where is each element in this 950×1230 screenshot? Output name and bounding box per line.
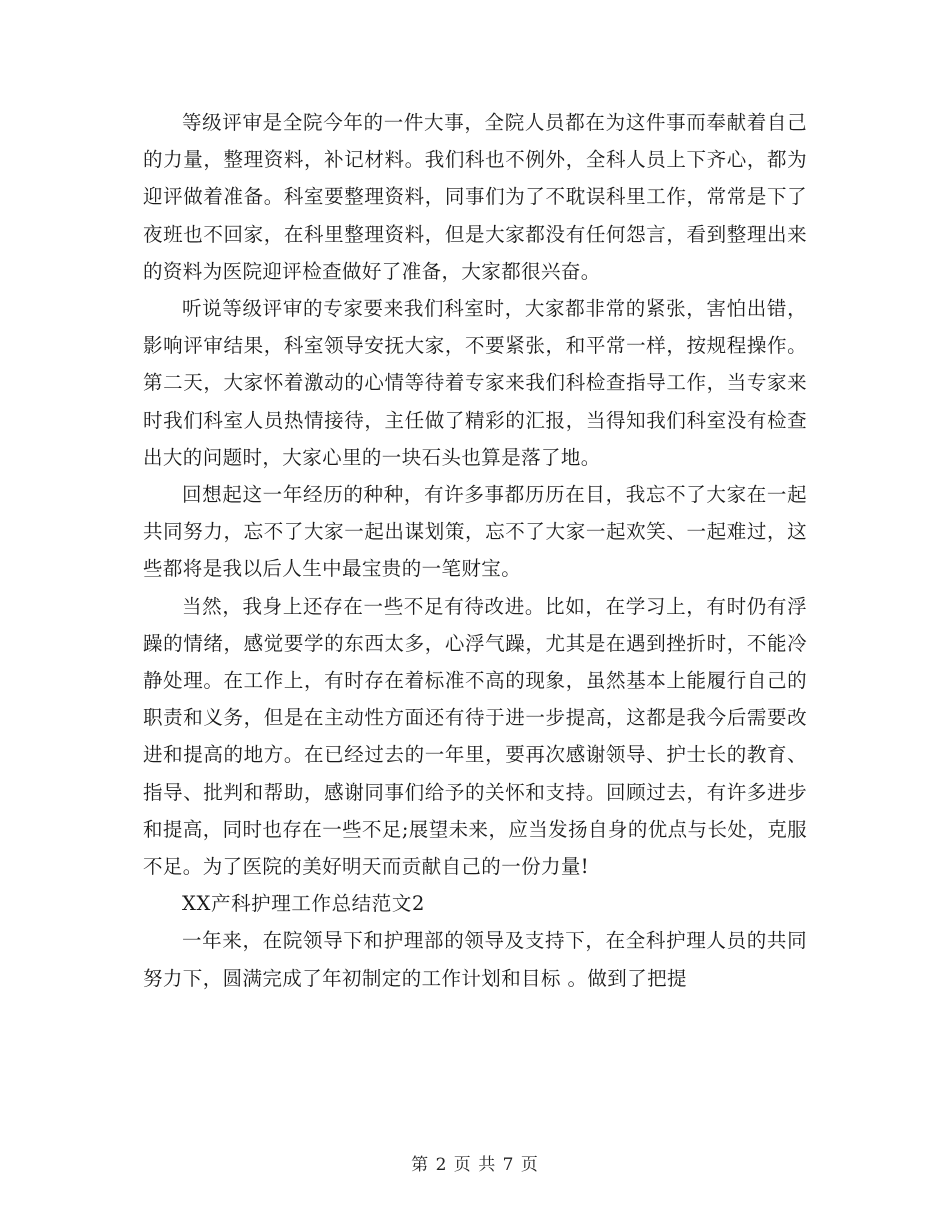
section-heading: XX产科护理工作总结范文2 [182, 892, 425, 916]
paragraph-reflection: 回想起这一年经历的种种，有许多事都历历在目，我忘不了大家在一起共同努力，忘不了大家一起出谋划策，忘不了大家一起欢笑、一起难过，这些都将是我以后人生中最宝贵的一笔财宝。 [143, 483, 807, 581]
page-number-footer: 第 2 页 共 7 页 [411, 1155, 539, 1175]
paragraph-expert-inspection: 听说等级评审的专家要来我们科室时，大家都非常的紧张，害怕出错，影响评审结果，科室领导安抚大家，不要紧张，和平常一样，按规程操作。第二天，大家怀着激动的心情等待着专家来我们科检查指导工作，当专家来时我们科室人员热情接待，主任做了精彩的汇报，当得知我们科室没有检查出大的问题时，大家心里的一块石头也算是落了地。 [143, 297, 807, 469]
paragraph-year-summary: 一年来，在院领导下和护理部的领导及支持下，在全科护理人员的共同努力下，圆满完成了年初制定的工作计划和目标 。做到了把提 [143, 929, 807, 990]
paragraph-grading-review: 等级评审是全院今年的一件大事，全院人员都在为这件事而奉献着自己的力量，整理资料，补记材料。我们科也不例外，全科人员上下齐心，都为迎评做着准备。科室要整理资料，同事们为了不耽误科里工作，常常是下了夜班也不回家，在科里整理资料，但是大家都没有任何怨言，看到整理出来的资料为医院迎评检查做好了准备，大家都很兴奋。 [143, 111, 807, 283]
paragraph-shortcomings: 当然，我身上还存在一些不足有待改进。比如，在学习上，有时仍有浮躁的情绪，感觉要学的东西太多，心浮气躁，尤其是在遇到挫折时，不能冷静处理。在工作上，有时存在着标准不高的现象，虽然基本上能履行自己的职责和义务，但是在主动性方面还有待于进一步提高，这都是我今后需要改进和提高的地方。在已经过去的一年里，要再次感谢领导、护士长的教育、指导、批判和帮助，感谢同事们给予的关怀和支持。回顾过去，有许多进步和提高，同时也存在一些不足;展望未来，应当发扬自身的优点与长处，克服不足。为了医院的美好明天而贡献自己的一份力量! [143, 594, 807, 879]
document-body [143, 104, 807, 997]
